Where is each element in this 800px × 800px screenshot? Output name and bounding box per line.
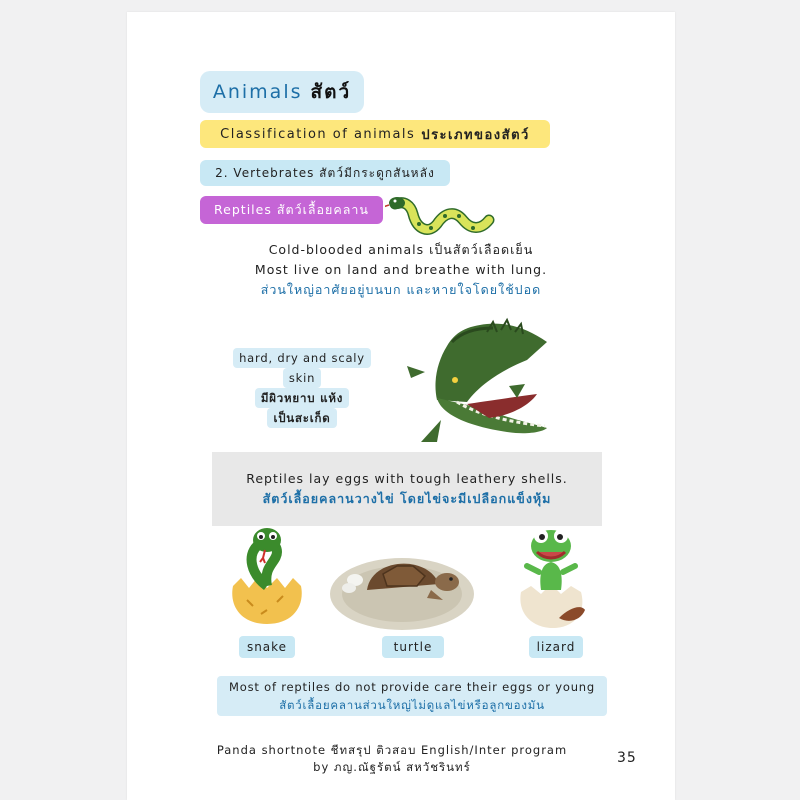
turtle-on-sand-icon — [327, 534, 477, 634]
skin-en-line-1: hard, dry and scaly — [233, 348, 371, 368]
page-number: 35 — [617, 750, 637, 766]
eggs-info-band — [212, 452, 602, 526]
snake-illustration-icon — [385, 190, 495, 242]
eggs-en: Reptiles lay eggs with tough leathery shells. — [246, 471, 568, 486]
care-en: Most of reptiles do not provide care their eggs or young — [229, 680, 595, 694]
vertebrates-heading: 2. Vertebrates สัตว์มีกระดูกสันหลัง — [200, 160, 450, 186]
footer-line-1: Panda shortnote ชีทสรุป ติวสอบ English/Inter program — [216, 743, 568, 757]
footer-credit — [187, 742, 597, 776]
label-turtle: turtle — [382, 636, 444, 658]
label-lizard: lizard — [529, 636, 583, 658]
title-en: Animals — [212, 81, 303, 103]
intro-text — [187, 240, 615, 300]
care-th: สัตว์เลื้อยคลานส่วนใหญ่ไม่ดูแลไข่หรือลูกของมัน — [279, 698, 545, 712]
document-page — [127, 12, 675, 800]
classification-th: ประเภทของสัตว์ — [421, 127, 530, 143]
crocodile-illustration-icon — [397, 302, 557, 452]
intro-line-3: ส่วนใหญ่อาศัยอยู่บนบก และหายใจโดยใช้ปอด — [260, 282, 542, 297]
skin-th-line-1: มีผิวหยาบ แห้ง — [255, 388, 349, 408]
footer-line-2: by ภญ.ณัฐรัตน์ สหวัชรินทร์ — [313, 760, 471, 774]
intro-line-1: Cold-blooded animals เป็นสัตว์เลือดเย็น — [268, 242, 534, 257]
classification-heading — [200, 120, 550, 148]
hatching-snake-icon — [227, 516, 307, 628]
page-title — [200, 71, 364, 113]
classification-en: Classification of animals — [220, 126, 416, 142]
care-info — [217, 676, 607, 716]
label-snake: snake — [239, 636, 295, 658]
skin-th-line-2: เป็นสะเก็ด — [267, 408, 336, 428]
skin-description — [227, 348, 377, 428]
title-th: สัตว์ — [310, 81, 352, 103]
hatching-lizard-icon — [511, 518, 591, 630]
intro-line-2: Most live on land and breathe with lung. — [254, 262, 548, 277]
eggs-th: สัตว์เลื้อยคลานวางไข่ โดยไข่จะมีเปลือกแข็งหุ้ม — [262, 491, 552, 506]
reptiles-heading: Reptiles สัตว์เลื้อยคลาน — [200, 196, 383, 224]
skin-en-line-2: skin — [283, 368, 321, 388]
